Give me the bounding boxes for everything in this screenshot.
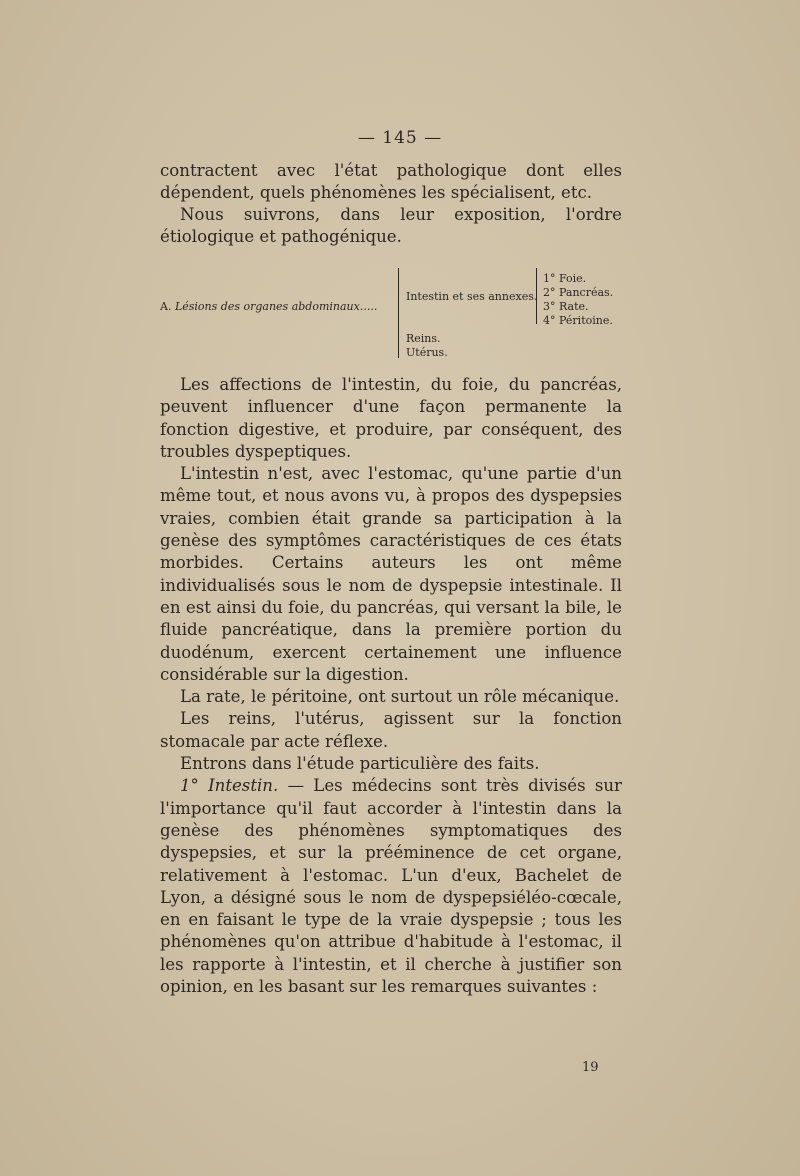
outline-sub-brace — [536, 268, 541, 324]
paragraph-reins: Les reins, l'utérus, agissent sur la fonction stomacale par acte réflexe. — [160, 709, 622, 751]
paragraph-continuation — [160, 160, 622, 205]
outline-subitem-foie: 1° Foie. — [543, 272, 587, 285]
paragraph-affections: Les affections de l'intestin, du foie, du pancréas, peuvent influencer d'une façon permanente la fonction digestive, et produire, par conséquent, des troubles dyspeptiques. — [160, 375, 622, 461]
section-text: — Les médecins sont très divisés sur l'importance qu'il faut accorder à l'intestin dans la genèse des phénomènes symptomatiques des dyspepsies, et sur la prééminence de cet organe, relativement à l'estomac. L'un d'eux, Bachelet de Lyon, a désigné sous le nom de dyspepsiéléo-cœcale, en en faisant le type de la vraie dyspepsie ; tous les phénomènes qu'on attribue d'habitude à l'estomac, il les rapporte à l'intestin, et il cherche à justifier son opinion, en les basant sur les remarques suivantes : — [160, 776, 622, 997]
outline-item-reins: Reins. — [406, 332, 441, 345]
outline-title — [160, 300, 400, 313]
paragraph-etude: Entrons dans l'étude particulière des faits. — [180, 754, 540, 774]
outline-subitem-peritoine: 4° Péritoine. — [543, 314, 613, 327]
body-text — [160, 374, 622, 998]
paragraph-text: Nous suivrons, dans leur exposition, l'ordre étiologique et pathogénique. — [160, 205, 622, 247]
outline-item-uterus: Utérus. — [406, 346, 448, 359]
outline-item-intestin: Intestin et ses annexes. — [406, 290, 538, 303]
outline-title-text: Lésions des organes abdominaux..... — [174, 300, 378, 313]
outline-subitem-rate: 3° Rate. — [543, 300, 589, 313]
outline-prefix: A. — [160, 300, 172, 313]
paragraph-rate: La rate, le péritoine, ont surtout un rôle mécanique. — [180, 687, 620, 707]
signature-mark: 19 — [582, 1060, 599, 1075]
section-heading: 1° Intestin. — [180, 776, 279, 796]
outline-brace — [398, 268, 403, 358]
paragraph-order — [160, 204, 622, 249]
paragraph-section-intestin — [160, 775, 622, 998]
paragraph-intestin: L'intestin n'est, avec l'estomac, qu'une partie d'un même tout, et nous avons vu, à propos des dyspepsies vraies, combien était grande sa participation à la genèse des symptômes caractéristiques de ces états morbides. Certains auteurs les ont même individualisés sous le nom de dyspepsie intestinale. Il en est ainsi du foie, du pancréas, qui versant la bile, le fluide pancréatique, dans la première portion du duodénum, exercent certainement une influence considérable sur la digestion. — [160, 464, 622, 684]
outline-subitem-pancreas: 2° Pancréas. — [543, 286, 614, 299]
paragraph-text: contractent avec l'état pathologique dont elles dépendent, quels phénomènes les spécialisent, etc. — [160, 161, 622, 203]
page-number: — 145 — — [357, 128, 443, 148]
